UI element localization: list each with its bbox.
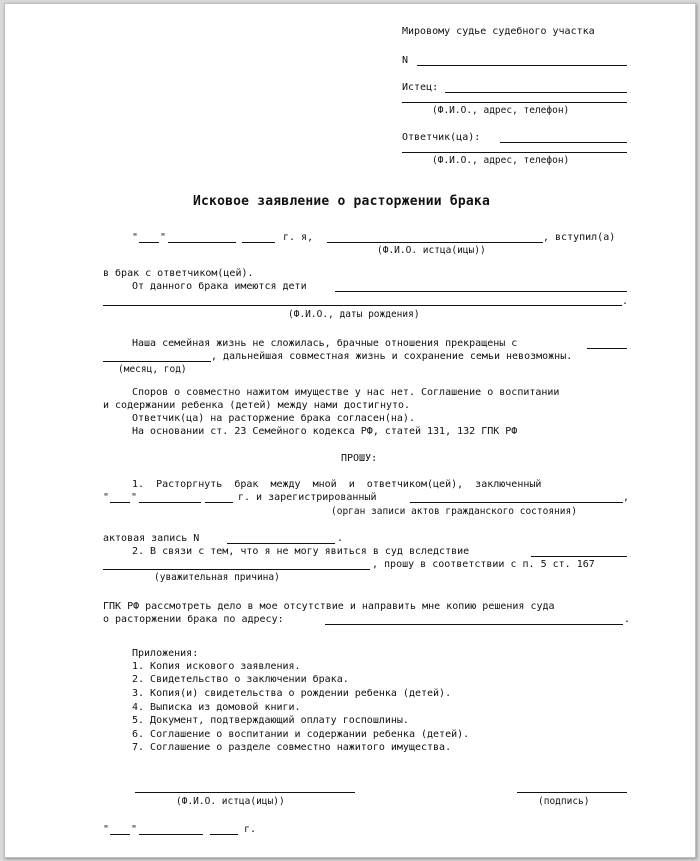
consent-paragraph: Ответчик(ца) на расторжение брака согласен(на). bbox=[132, 413, 415, 424]
caption-signature: (подпись) bbox=[538, 796, 590, 807]
sign-date-quote-close: " bbox=[131, 824, 138, 835]
plaintiff-label: Истец: bbox=[402, 82, 439, 93]
plaintiff-caption: (Ф.И.О., адрес, телефон) bbox=[432, 105, 570, 116]
act-record-dot: . bbox=[337, 533, 344, 544]
ask-heading: ПРОШУ: bbox=[341, 453, 378, 464]
caption-registry: (орган записи актов гражданского состояния) bbox=[331, 506, 577, 517]
attachment-item: 6. Соглашение о воспитании и содержании ребенка (детей). bbox=[132, 729, 470, 740]
date-quote-close: " bbox=[160, 232, 167, 243]
item1-year-line bbox=[205, 502, 233, 503]
plaintiff-fio-line bbox=[327, 242, 543, 243]
reason-line-1 bbox=[531, 556, 627, 557]
date-quote-open: " bbox=[132, 232, 139, 243]
year-i-text: г. я, bbox=[283, 232, 314, 243]
defendant-line-2 bbox=[402, 152, 627, 153]
caption-reason: (уважительная причина) bbox=[154, 572, 280, 583]
children-line: От данного брака имеются дети bbox=[132, 281, 307, 292]
date-day-line bbox=[139, 242, 159, 243]
act-record-text: актовая запись N bbox=[103, 533, 200, 544]
item1-comma: , bbox=[623, 492, 630, 503]
basis-paragraph: На основании ст. 23 Семейного кодекса РФ, статей 131, 132 ГПК РФ bbox=[132, 426, 518, 437]
plaintiff-line-1 bbox=[445, 92, 627, 93]
attachments-heading: Приложения: bbox=[132, 648, 199, 659]
signature-fio-line bbox=[135, 792, 355, 793]
caption-plaintiff-fio: (Ф.И.О. истца(ицы)) bbox=[377, 245, 486, 256]
children-line-2 bbox=[103, 305, 622, 306]
sign-date-year-text: г. bbox=[244, 824, 257, 835]
sign-date-quote-open: " bbox=[103, 824, 110, 835]
item1-month-line bbox=[139, 502, 201, 503]
married-line: в брак с ответчиком(цей). bbox=[103, 268, 254, 279]
sign-date-month-line bbox=[139, 834, 203, 835]
property-paragraph-1: Споров о совместно нажитом имуществе у нас нет. Соглашение о воспитании bbox=[132, 387, 560, 398]
attachment-item: 5. Документ, подтверждающий оплату госпошлины. bbox=[132, 715, 409, 726]
life-paragraph-2: , дальнейшая совместная жизнь и сохранение семьи невозможны. bbox=[211, 351, 573, 362]
life-date-line-2 bbox=[103, 361, 211, 362]
gpk-paragraph-2: о расторжении брака по адресу: bbox=[103, 614, 284, 625]
signature-line bbox=[517, 792, 627, 793]
item1-day-line bbox=[110, 502, 130, 503]
attachment-item: 4. Выписка из домовой книги. bbox=[132, 702, 301, 713]
item1-quote-close: " bbox=[131, 492, 138, 503]
married-suffix: , вступил(а) bbox=[543, 232, 616, 243]
document-page bbox=[4, 3, 696, 858]
item1-year-text: г. и зарегистрированный bbox=[238, 492, 377, 503]
property-paragraph-2: и содержании ребенка (детей) между нами достигнуто. bbox=[103, 400, 411, 411]
children-dot: . bbox=[622, 296, 629, 307]
caption-children: (Ф.И.О., даты рождения) bbox=[288, 309, 420, 320]
attachment-item: 3. Копия(и) свидетельства о рождении ребенка (детей). bbox=[132, 688, 452, 699]
court-number-line bbox=[417, 65, 627, 66]
judge-addressee: Мировому судье судебного участка bbox=[402, 26, 595, 37]
sign-date-day-line bbox=[110, 834, 130, 835]
sign-date-year-line bbox=[210, 834, 238, 835]
gpk-dot: . bbox=[624, 614, 631, 625]
item1-text: 1. Расторгнуть брак между мной и ответчиком(цей), заключенный bbox=[132, 479, 542, 490]
life-paragraph-1: Наша семейная жизнь не сложилась, брачные отношения прекращены с bbox=[132, 338, 518, 349]
defendant-line-1 bbox=[500, 142, 627, 143]
document-title: Исковое заявление о расторжении брака bbox=[193, 194, 490, 209]
caption-signature-fio: (Ф.И.О. истца(ицы)) bbox=[176, 796, 285, 807]
gpk-paragraph-1: ГПК РФ рассмотреть дело в мое отсутствие и направить мне копию решения суда bbox=[103, 601, 555, 612]
attachment-item: 1. Копия искового заявления. bbox=[132, 661, 301, 672]
registry-line bbox=[410, 502, 623, 503]
act-record-line bbox=[227, 543, 335, 544]
date-year-line bbox=[242, 242, 275, 243]
life-date-line-1 bbox=[587, 348, 627, 349]
caption-month-year: (месяц, год) bbox=[118, 364, 187, 375]
plaintiff-line-2 bbox=[402, 102, 627, 103]
item2-text: 2. В связи с тем, что я не могу явиться в суд вследствие bbox=[132, 546, 470, 557]
attachment-item: 2. Свидетельство о заключении брака. bbox=[132, 674, 349, 685]
item2-text-2: , прошу в соответствии с п. 5 ст. 167 bbox=[372, 559, 595, 570]
defendant-caption: (Ф.И.О., адрес, телефон) bbox=[432, 155, 570, 166]
children-line-1 bbox=[335, 291, 627, 292]
attachment-item: 7. Соглашение о разделе совместно нажитого имущества. bbox=[132, 742, 452, 753]
defendant-label: Ответчик(ца): bbox=[402, 132, 481, 143]
reason-line-2 bbox=[103, 569, 370, 570]
item1-quote-open: " bbox=[103, 492, 110, 503]
address-line bbox=[325, 624, 623, 625]
date-month-line bbox=[168, 242, 236, 243]
court-number-label: N bbox=[402, 55, 409, 66]
